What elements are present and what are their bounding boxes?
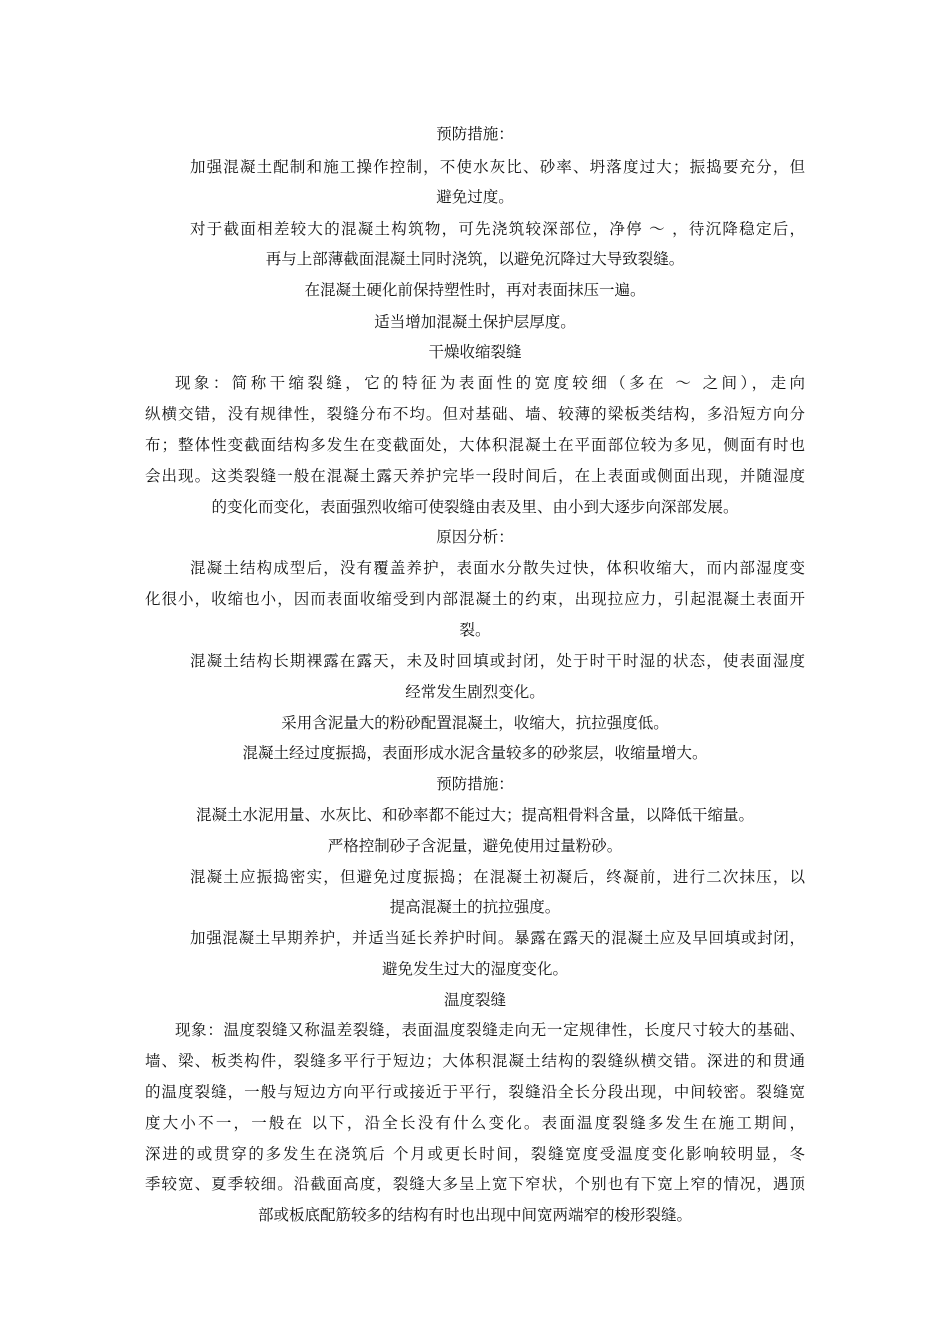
paragraph-line: 提高混凝土的抗拉强度。 — [389, 898, 561, 916]
paragraph-line: 会出现。这类裂缝一般在混凝土露天养护完毕一段时间后，在上表面或侧面出现，并随湿度 — [145, 467, 805, 485]
paragraph-line: 混凝土水泥用量、水灰比、和砂率都不能过大；提高粗骨料含量，以降低干缩量。 — [195, 806, 754, 824]
paragraph-line: 现象：温度裂缝又称温差裂缝，表面温度裂缝走向无一定规律性，长度尺寸较大的基础、 — [175, 1021, 805, 1039]
paragraph-line: 混凝土结构长期裸露在露天，未及时回填或封闭，处于时干时湿的状态，使表面湿度 — [190, 652, 805, 670]
paragraph-line: 避免过度。 — [436, 188, 514, 206]
paragraph-line: 加强混凝土配制和施工操作控制，不使水灰比、砂率、坍落度过大；振捣要充分，但 — [190, 158, 805, 176]
section-heading: 干燥收缩裂缝 — [428, 343, 522, 361]
paragraph-line: 季较宽、夏季较细。沿截面高度，裂缝大多呈上宽下窄状，个别也有下宽上窄的情况，遇顶 — [145, 1175, 805, 1193]
section-heading: 预防措施： — [436, 775, 514, 793]
paragraph-line: 布；整体性变截面结构多发生在变截面处，大体积混凝土在平面部位较为多见，侧面有时也 — [145, 436, 805, 454]
paragraph-line: 裂。 — [459, 621, 491, 639]
paragraph-line: 再与上部薄截面混凝土同时浇筑，以避免沉降过大导致裂缝。 — [265, 250, 685, 268]
paragraph-line: 混凝土应振捣密实，但避免过度振捣；在混凝土初凝后，终凝前，进行二次抹压，以 — [190, 868, 805, 886]
section-heading: 温度裂缝 — [443, 991, 506, 1009]
paragraph-line: 在混凝土硬化前保持塑性时，再对表面抹压一遍。 — [304, 281, 646, 299]
paragraph-line: 避免发生过大的湿度变化。 — [381, 960, 568, 978]
paragraph-line: 采用含泥量大的粉砂配置混凝土，收缩大，抗拉强度低。 — [281, 714, 669, 732]
paragraph-line: 现象：简称干缩裂缝，它的特征为表面性的宽度较细（多在 ～ 之间），走向 — [175, 374, 805, 392]
section-heading: 预防措施： — [436, 125, 514, 143]
paragraph-line: 部或板底配筋较多的结构有时也出现中间宽两端窄的梭形裂缝。 — [257, 1206, 692, 1224]
paragraph-line: 经常发生剧烈变化。 — [405, 683, 545, 701]
paragraph-line: 化很小，收缩也小，因而表面收缩受到内部混凝土的约束，出现拉应力，引起混凝土表面开 — [145, 590, 805, 608]
paragraph-line: 的温度裂缝，一般与短边方向平行或接近于平行，裂缝沿全长分段出现，中间较密。裂缝宽 — [145, 1083, 805, 1101]
paragraph-line: 加强混凝土早期养护，并适当延长养护时间。暴露在露天的混凝土应及早回填或封闭， — [190, 929, 805, 947]
paragraph-line: 的变化而变化，表面强烈收缩可使裂缝由表及里、由小到大逐步向深部发展。 — [211, 498, 739, 516]
paragraph-line: 适当增加混凝土保护层厚度。 — [374, 313, 576, 331]
section-heading: 原因分析： — [436, 528, 514, 546]
paragraph-line: 度大小不一，一般在 以下，沿全长没有什么变化。表面温度裂缝多发生在施工期间， — [145, 1114, 805, 1132]
paragraph-line: 严格控制砂子含泥量，避免使用过量粉砂。 — [327, 837, 623, 855]
paragraph-line: 混凝土经过度振捣，表面形成水泥含量较多的砂浆层，收缩量增大。 — [242, 744, 708, 762]
paragraph-line: 纵横交错，没有规律性，裂缝分布不均。但对基础、墙、较薄的梁板类结构，多沿短方向分 — [145, 405, 805, 423]
paragraph-line: 深进的或贯穿的多发生在浇筑后 个月或更长时间，裂缝宽度受温度变化影响较明显，冬 — [145, 1145, 805, 1163]
paragraph-line: 对于截面相差较大的混凝土构筑物，可先浇筑较深部位，净停 ～ ，待沉降稳定后， — [190, 220, 805, 238]
paragraph-line: 墙、梁、板类构件，裂缝多平行于短边；大体积混凝土结构的裂缝纵横交错。深进的和贯通 — [145, 1052, 805, 1070]
paragraph-line: 混凝土结构成型后，没有覆盖养护，表面水分散失过快，体积收缩大，而内部湿度变 — [190, 559, 805, 577]
